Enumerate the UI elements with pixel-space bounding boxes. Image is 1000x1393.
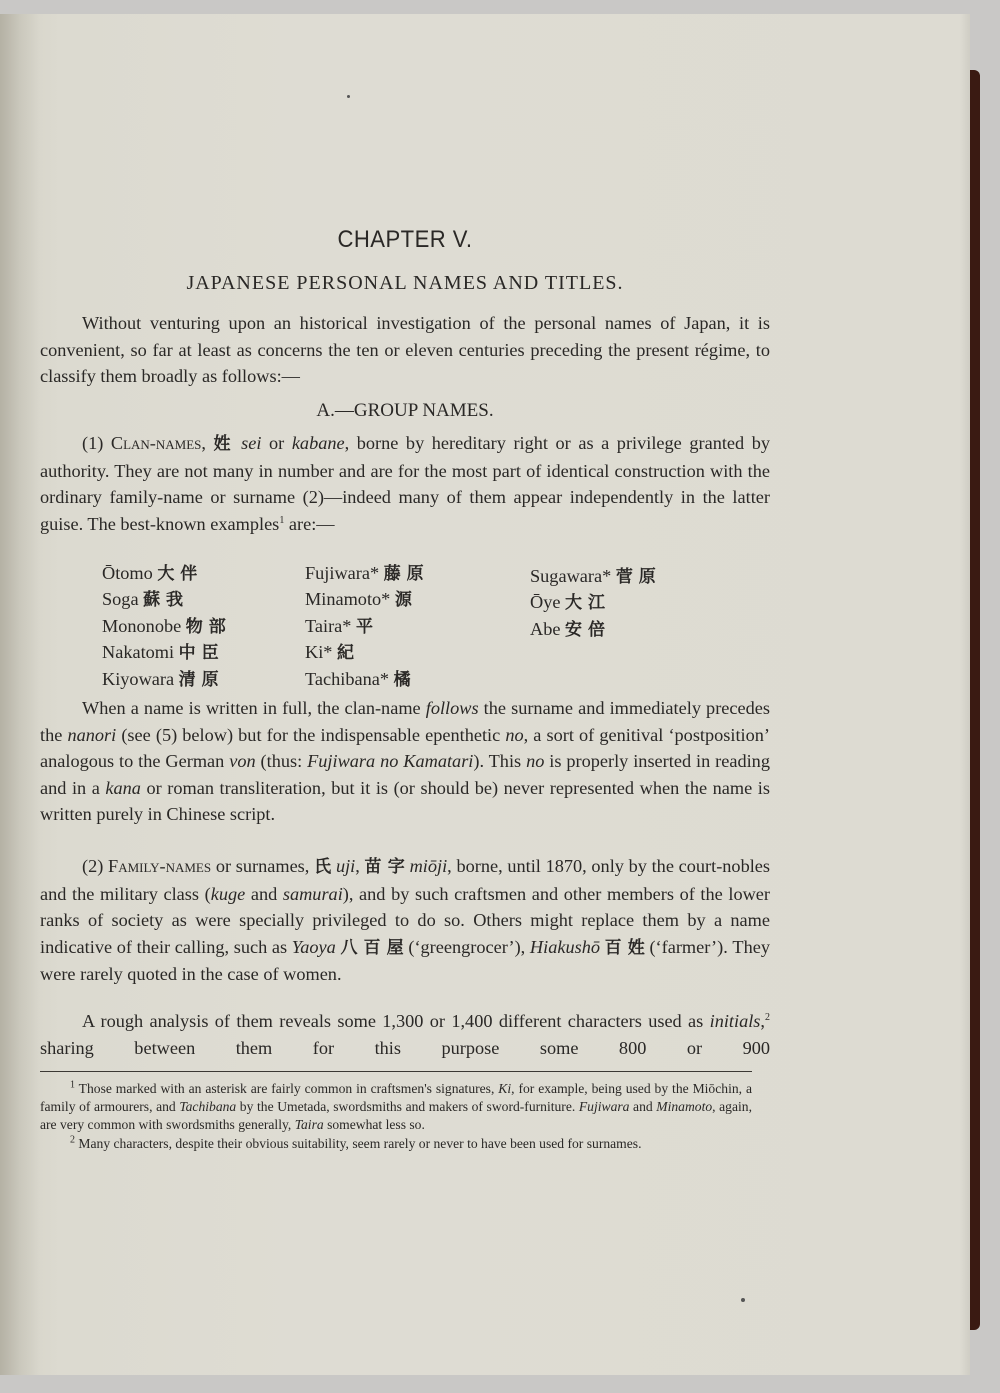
example-kanji: 蘇 我 [143,590,184,611]
romanization: kuge [210,883,246,904]
emphasis: initials [709,1011,761,1031]
footnote-text: Many characters, despite their obvious suitability, seem rarely or never to have been used for surnames. [75,1135,642,1151]
body-text: (thus: [255,751,308,772]
example-name: Tachibana* [305,668,389,689]
footnote-divider [40,1071,752,1072]
example-kanji: 大 伴 [157,564,198,584]
body-text: A rough analysis of them reveals some 1,300 or 1,400 different characters used as [82,1011,710,1031]
romanization: kabane [291,433,345,453]
family-names-paragraph [40,853,770,988]
example-name: Soga [102,589,139,610]
body-text: sharing between them for this purpose some 800 or 900 [40,1037,770,1058]
emphasis: nanori [67,724,117,745]
body-text: , [355,856,365,876]
example-entry [305,586,424,612]
footnote-text: somewhat less so. [323,1117,425,1133]
kanji-text: 苗 字 [364,857,405,877]
body-text: or roman transliteration, but it is (or should be) never represented when the name is written purely in Chinese script. [40,777,770,825]
example-name: Abe [530,618,561,639]
body-text: ), and by such craftsmen and other members of the lower ranks of society as were specially privileged to do so. Others might replace them by a name indicative of their calling, such as [40,883,770,957]
emphasis: Ki [498,1081,512,1096]
chapter-heading: CHAPTER V. [337,226,473,253]
emphasis: Minamoto [656,1099,713,1115]
body-text: (see (5) below) but for the indispensable epenthetic [116,724,506,745]
example-entry [305,666,424,692]
body-text: is properly inserted in reading and in a [40,751,770,798]
clan-names-paragraph: (1) Clan-names, 姓 sei or kabane, borne by hereditary right or as a privilege granted by authority. They are not many in number and are for the most part of identical construction with the ordinary family-name or surname (2)—indeed many of them appear independently in the latter guise. The best-known examples$^1$ are:— [40,433,771,534]
footnote-ref[interactable]: 2 [765,1011,770,1023]
body-text: or surnames, [211,856,315,876]
example-kanji: 大 江 [565,593,605,614]
paper-speck [741,1298,745,1302]
body-text: are:— [284,513,335,534]
intro-paragraph [40,310,770,390]
section-heading: A.—GROUP NAMES. [316,400,494,421]
analysis-paragraph: A rough analysis of them reveals some 1,300 or 1,400 different characters used as initials,$^2$ sharing between them for this purpose some 800 or 900 [40,1011,770,1058]
emphasis: kana [105,777,141,798]
example-name: Ōtomo [102,563,153,583]
footnote-ref[interactable]: 1 [279,514,285,526]
footnote-number: 1 [70,1079,75,1091]
kanji-text: 百 姓 [604,937,645,958]
example-kanji: 橘 [393,669,411,690]
item-number: (2) [82,856,109,876]
term-heading: Family-names [108,856,212,876]
example-entry [102,666,226,692]
example-name: Ki* [305,642,333,663]
example-name: Kiyowara [102,668,175,689]
example-name: Mononobe [102,615,182,636]
body-text: , a sort of genitival ‘postposition’ analogous to the German [40,724,771,772]
romanization: uji [335,856,356,876]
gutter-shadow [0,14,40,1375]
example-name: Taira* [305,615,352,636]
body-text: , borne, until 1870, only by the court-nobles and the military class ( [40,856,771,904]
example-kanji: 紀 [337,643,354,664]
emphasis: no [505,724,524,745]
example-kanji: 安 倍 [565,619,605,640]
emphasis: no [526,751,545,772]
emphasis: Tachibana [179,1099,237,1115]
romanization: Yaoya [291,936,336,957]
romanization: samurai [282,883,343,904]
example-kanji: 源 [394,590,412,611]
example-entry [102,613,226,639]
examples-column-2 [305,560,424,692]
example-kanji: 物 部 [185,616,226,637]
kanji-text: 氏 [314,857,332,877]
example-name: Fujiwara* [305,563,380,583]
examples-column-3 [530,563,656,642]
example-entry [530,563,656,589]
footnote-text: and [629,1099,657,1115]
item-number: (1) [82,433,111,453]
example-entry [102,560,226,586]
term-heading: Clan-names [110,433,202,453]
example-name: Nakatomi [102,642,175,663]
body-text: ). This [473,751,527,772]
example-entry [305,560,424,586]
chapter-title: JAPANESE PERSONAL NAMES AND TITLES. [186,272,624,294]
intro-text: Without venturing upon an historical investigation of the personal names of Japan, it is convenient, so far at least as concerns the ten or eleven centuries preceding the present régime, to classify them broadly as follows:— [40,313,770,387]
romanization: sei [241,433,262,453]
example-kanji: 菅 原 [615,567,656,587]
emphasis: Taira [294,1117,324,1133]
example-entry [305,639,424,665]
example-kanji: 藤 原 [383,564,424,584]
footnote-2 [40,1135,752,1153]
example-entry [102,586,226,612]
body-text: (‘farmer’). They were rarely quoted in the case of women. [40,936,770,985]
example-entry [305,613,424,639]
romanization: miōji [409,856,448,876]
paper-speck [347,95,350,98]
body-text: the surname and immediately precedes the [40,698,770,745]
example-entry [102,639,226,665]
example-kanji: 清 原 [178,669,219,690]
body-text: (‘greengrocer’), [403,936,530,957]
footnote-number: 2 [70,1134,75,1146]
emphasis: Fujiwara [578,1099,630,1115]
footnote-text: , again, are very common with swordsmiths generally, [40,1099,752,1133]
example-entry [530,589,656,615]
body-text: , borne by hereditary right or as a privilege granted by authority. They are not many in number and are for the most part of identical construction with the ordinary family-name or surname (2)—indeed many of them appear independently in the latter guise. The best-known examples [40,433,771,534]
example-kanji: 中 臣 [178,643,219,664]
footnote-1 [40,1080,752,1135]
emphasis: von [229,751,256,772]
full-name-paragraph [40,695,770,828]
emphasis: follows [425,698,479,718]
footnote-text: , for example, being used by the Miōchin, a family of armourers, and [40,1081,752,1115]
example-name: Minamoto* [305,589,391,610]
example-name: Ōye [530,592,561,613]
footnote-text: by the Umetada, swordsmiths and makers of sword-furniture. [236,1099,579,1115]
body-text: and [245,883,283,904]
example-name: Sugawara* [530,566,612,586]
footnote-text: Those marked with an asterisk are fairly common in craftsmen's signatures, [75,1081,499,1096]
example-entry [530,616,656,642]
emphasis: Fujiwara no Kamatari [307,751,474,772]
examples-column-1 [102,560,226,692]
romanization: Hiakushō [529,936,600,957]
kanji-text: 八 百 屋 [340,937,404,958]
example-kanji: 平 [356,616,374,637]
footnotes [40,1080,752,1153]
kanji-text: 姓 [213,434,234,454]
body-text: When a name is written in full, the clan-name [82,698,426,718]
body-text: or [261,433,292,453]
